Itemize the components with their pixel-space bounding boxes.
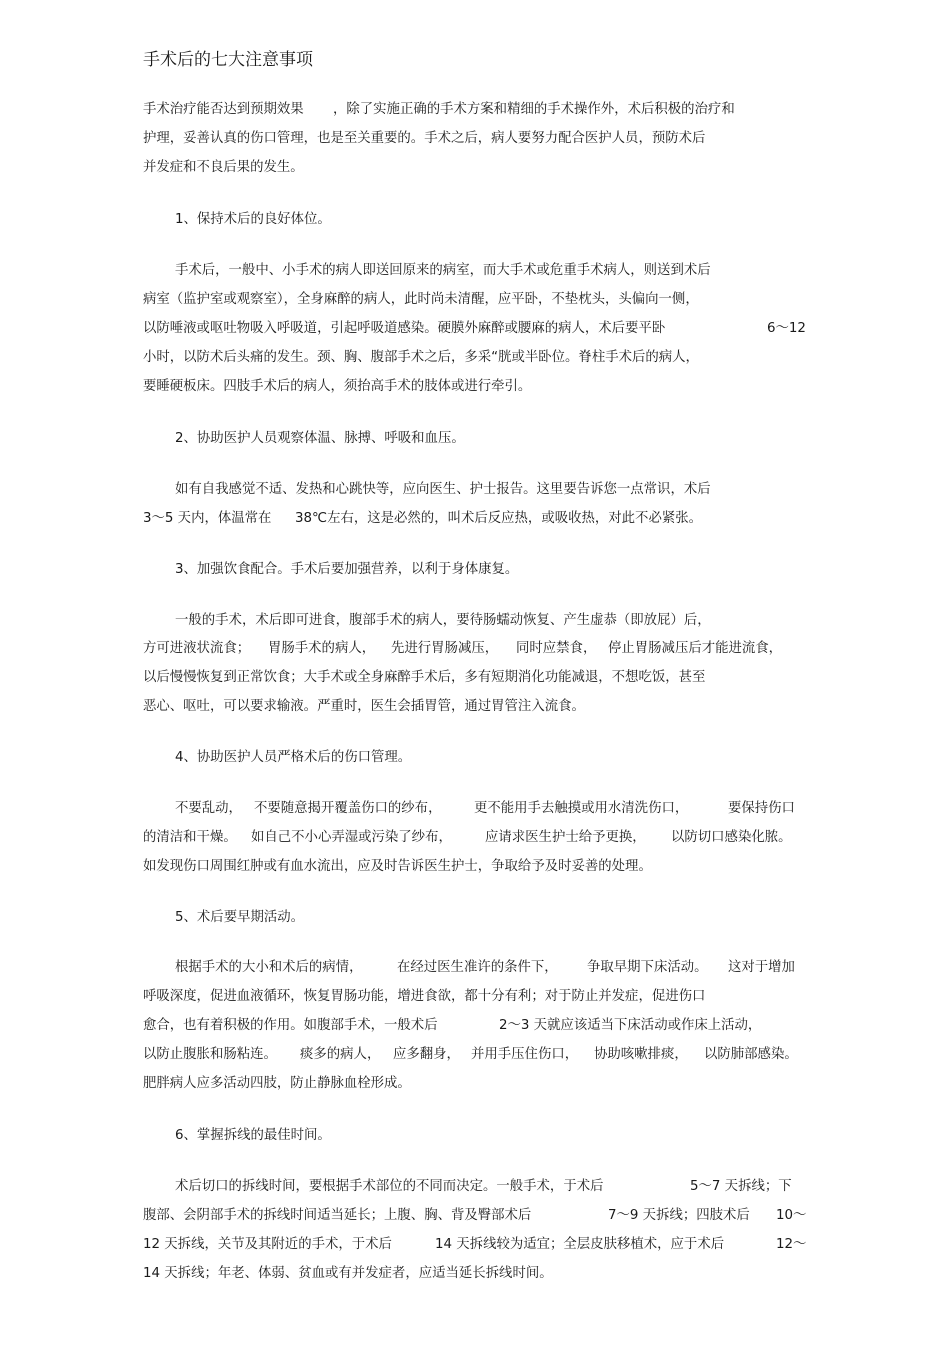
section-4-heading: 4、协助医护人员严格术后的伤口管理。 bbox=[175, 750, 412, 765]
text-segment: 2～3 天就应该适当下床活动或作床上活动， bbox=[499, 1018, 762, 1033]
text-segment: 以防切口感染化脓。 bbox=[671, 830, 792, 845]
section-3-heading: 3、加强饮食配合。手术后要加强营养，以利于身体康复。 bbox=[175, 562, 519, 577]
text-segment: 手术治疗能否达到预期效果 bbox=[143, 102, 304, 117]
text-segment: 术后切口的拆线时间，要根据手术部位的不同而决定。一般手术，于术后 bbox=[175, 1179, 604, 1194]
section-6-heading: 6、掌握拆线的最佳时间。 bbox=[175, 1128, 331, 1143]
section-5-line-5: 肥胖病人应多活动四肢，防止静脉血栓形成。 bbox=[143, 1076, 411, 1091]
text-segment: 10～ bbox=[776, 1208, 807, 1223]
text-segment: 争取早期下床活动。 bbox=[587, 960, 708, 975]
text-segment: 胃肠手术的病人， bbox=[268, 641, 376, 656]
text-segment: 应请求医生护士给予更换， bbox=[485, 830, 646, 845]
text-segment: 同时应禁食， bbox=[516, 641, 597, 656]
section-5-heading: 5、术后要早期活动。 bbox=[175, 910, 305, 925]
text-segment: 不要乱动， bbox=[175, 801, 242, 816]
section-3-line-3: 以后慢慢恢复到正常饮食；大手术或全身麻醉手术后，多有短期消化功能减退，不想吃饭，甚至 bbox=[143, 670, 706, 685]
text-segment: 先进行胃肠减压， bbox=[391, 641, 499, 656]
text-segment: 7～9 天拆线；四肢术后 bbox=[608, 1208, 750, 1223]
section-1-heading: 1、保持术后的良好体位。 bbox=[175, 212, 331, 227]
text-segment: ，除了实施正确的手术方案和精细的手术操作外，术后积极的治疗和 bbox=[333, 102, 735, 117]
text-segment: 以防唾液或呕吐物吸入呼吸道，引起呼吸道感染。硬膜外麻醉或腰麻的病人，术后要平卧 bbox=[143, 321, 666, 336]
page-title: 手术后的七大注意事项 bbox=[143, 50, 313, 70]
section-6-line-4: 14 天拆线；年老、体弱、贫血或有并发症者，应适当延长拆线时间。 bbox=[143, 1266, 553, 1281]
text-segment: 根据手术的大小和术后的病情， bbox=[175, 960, 363, 975]
section-1-line-4: 小时，以防术后头痛的发生。颈、胸、腹部手术之后，多采“胱或半卧位。脊柱手术后的病人， bbox=[143, 350, 699, 365]
text-segment: 并用手压住伤口， bbox=[471, 1047, 579, 1062]
text-segment: 3～5 天内，体温常在 bbox=[143, 511, 272, 526]
text-segment: 方可进液状流食； bbox=[143, 641, 251, 656]
text-segment: 痰多的病人， bbox=[300, 1047, 381, 1062]
text-segment: 的清洁和干燥。 bbox=[143, 830, 237, 845]
text-segment: 不要随意揭开覆盖伤口的纱布， bbox=[254, 801, 442, 816]
section-3-line-4: 恶心、呕吐，可以要求输液。严重时，医生会插胃管，通过胃管注入流食。 bbox=[143, 699, 585, 714]
section-2-heading: 2、协助医护人员观察体温、脉搏、呼吸和血压。 bbox=[175, 431, 465, 446]
text-segment: 在经过医生准许的条件下， bbox=[397, 960, 558, 975]
text-segment: 以防止腹胀和肠粘连。 bbox=[143, 1047, 277, 1062]
text-segment: 愈合，也有着积极的作用。如腹部手术，一般术后 bbox=[143, 1018, 438, 1033]
text-segment: 这对于增加 bbox=[728, 960, 795, 975]
section-2-line-1: 如有自我感觉不适、发热和心跳快等，应向医生、护士报告。这里要告诉您一点常识，术后 bbox=[175, 482, 711, 497]
text-segment: 协助咳嗽排痰， bbox=[594, 1047, 688, 1062]
text-segment: 更不能用手去触摸或用水清洗伤口， bbox=[474, 801, 689, 816]
section-4-line-3: 如发现伤口周围红肿或有血水流出，应及时告诉医生护士，争取给予及时妥善的处理。 bbox=[143, 859, 652, 874]
text-segment: 如自己不小心弄湿或污染了纱布， bbox=[251, 830, 452, 845]
section-3-line-1: 一般的手术，术后即可进食，腹部手术的病人，要待肠蠕动恢复、产生虚恭（即放屁）后， bbox=[175, 613, 711, 628]
section-5-line-2: 呼吸深度，促进血液循环，恢复胃肠功能，增进食欲，都十分有利；对于防止并发症，促进伤口 bbox=[143, 989, 706, 1004]
intro-line-2: 护理，妥善认真的伤口管理，也是至关重要的。手术之后，病人要努力配合医护人员，预防术后 bbox=[143, 131, 706, 146]
text-segment: 14 天拆线较为适宜；全层皮肤移植术，应于术后 bbox=[435, 1237, 725, 1252]
text-segment: 应多翻身， bbox=[393, 1047, 460, 1062]
section-1-line-2: 病室（监护室或观察室），全身麻醉的病人，此时尚未清醒，应平卧，不垫枕头，头偏向一侧， bbox=[143, 292, 699, 307]
text-segment: 腹部、会阴部手术的拆线时间适当延长；上腹、胸、背及臀部术后 bbox=[143, 1208, 532, 1223]
text-segment: 以防肺部感染。 bbox=[704, 1047, 798, 1062]
text-segment: 38℃左右，这是必然的，叫术后反应热，或吸收热，对此不必紧张。 bbox=[295, 511, 703, 526]
section-1-line-1: 手术后，一般中、小手术的病人即送回原来的病室，而大手术或危重手术病人，则送到术后 bbox=[175, 263, 711, 278]
text-segment: 停止胃肠减压后才能进流食， bbox=[608, 641, 783, 656]
text-segment: 12 天拆线，关节及其附近的手术，于术后 bbox=[143, 1237, 392, 1252]
text-segment: 6～12 bbox=[767, 321, 806, 336]
text-segment: 5～7 天拆线；下 bbox=[690, 1179, 792, 1194]
text-segment: 12～ bbox=[776, 1237, 807, 1252]
text-segment: 要保持伤口 bbox=[728, 801, 795, 816]
intro-line-3: 并发症和不良后果的发生。 bbox=[143, 160, 304, 175]
section-1-line-5: 要睡硬板床。四肢手术后的病人，须抬高手术的肢体或进行牵引。 bbox=[143, 379, 532, 394]
